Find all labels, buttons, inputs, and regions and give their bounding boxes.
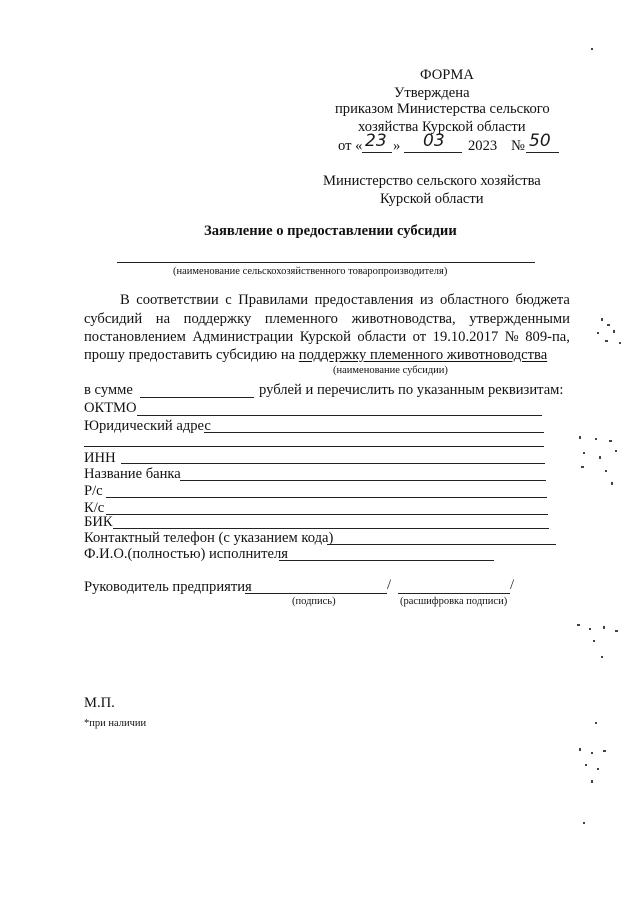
head-label: Руководитель предприятия: [84, 579, 252, 595]
inn-field[interactable]: [121, 463, 545, 464]
number-sign: №: [511, 138, 525, 154]
order-line-2: хозяйства Курской области: [358, 119, 526, 135]
footnote: *при наличии: [84, 718, 147, 729]
bank-name-label: Название банка: [84, 466, 181, 482]
oktmo-field[interactable]: [137, 415, 542, 416]
legal-address-label: Юридический адрес: [84, 418, 211, 434]
date-month-underline: [404, 152, 462, 153]
decode-caption: (расшифровка подписи): [400, 596, 508, 607]
document-title: Заявление о предоставлении субсидии: [204, 223, 457, 239]
bik-label: БИК: [84, 514, 113, 530]
oktmo-label: ОКТМО: [84, 400, 137, 416]
bank-name-field[interactable]: [180, 480, 546, 481]
phone-field[interactable]: [327, 544, 556, 545]
producer-caption: (наименование сельскохозяйственного товаропроизводителя): [173, 266, 448, 277]
producer-name-line: [117, 262, 535, 263]
form-label: ФОРМА: [420, 67, 474, 83]
phone-label: Контактный телефон (с указанием кода): [84, 530, 334, 546]
paragraph-line-3: постановлением Администрации Курской области от 19.10.2017 № 809-па,: [84, 329, 570, 345]
legal-address-field[interactable]: [204, 432, 544, 433]
signature-decode-field[interactable]: [398, 593, 510, 594]
subsidy-name: поддержку племенного животноводства: [298, 347, 548, 363]
ks-label: К/с: [84, 500, 105, 516]
paragraph-line-2: субсидий на поддержку племенного животноводства, утвержденными: [84, 311, 570, 327]
addressee-line-2: Курской области: [380, 191, 484, 207]
signature-field[interactable]: [245, 593, 387, 594]
order-line-1: приказом Министерства сельского: [335, 101, 550, 117]
paragraph-line-4: прошу предоставить субсидию на поддержку племенного животноводства: [84, 347, 548, 363]
stamp-label: М.П.: [84, 695, 115, 711]
rs-field[interactable]: [106, 497, 547, 498]
order-number-underline: [526, 152, 559, 153]
order-date-line: [338, 131, 568, 156]
sum-suffix: рублей и перечислить по указанным реквизитам:: [259, 382, 564, 398]
executor-field[interactable]: [279, 560, 494, 561]
order-number-handwritten: 50: [529, 131, 551, 151]
inn-label: ИНН: [84, 450, 116, 466]
date-year: 2023: [468, 138, 498, 154]
signature-slash-2: /: [510, 577, 515, 593]
sum-field[interactable]: [140, 397, 254, 398]
date-day-underline: [362, 152, 392, 153]
date-prefix: от «: [338, 138, 363, 154]
approved-label: Утверждена: [394, 85, 470, 101]
subsidy-caption: (наименование субсидии): [333, 365, 448, 376]
addressee-line-1: Министерство сельского хозяйства: [323, 173, 541, 189]
sign-caption: (подпись): [292, 596, 336, 607]
date-day-handwritten: 23: [365, 131, 387, 151]
rs-label: Р/с: [84, 483, 103, 499]
executor-label: Ф.И.О.(полностью) исполнителя: [84, 546, 288, 562]
signature-slash-1: /: [387, 577, 392, 593]
scan-noise: [575, 0, 635, 904]
date-month-handwritten: 03: [423, 131, 445, 151]
paragraph-line-1: В соответствии с Правилами предоставления из областного бюджета: [120, 292, 570, 308]
legal-address-field-2[interactable]: [84, 446, 544, 447]
date-close-quote: »: [393, 138, 401, 154]
sum-prefix: в сумме: [84, 382, 133, 398]
ks-field[interactable]: [106, 514, 548, 515]
